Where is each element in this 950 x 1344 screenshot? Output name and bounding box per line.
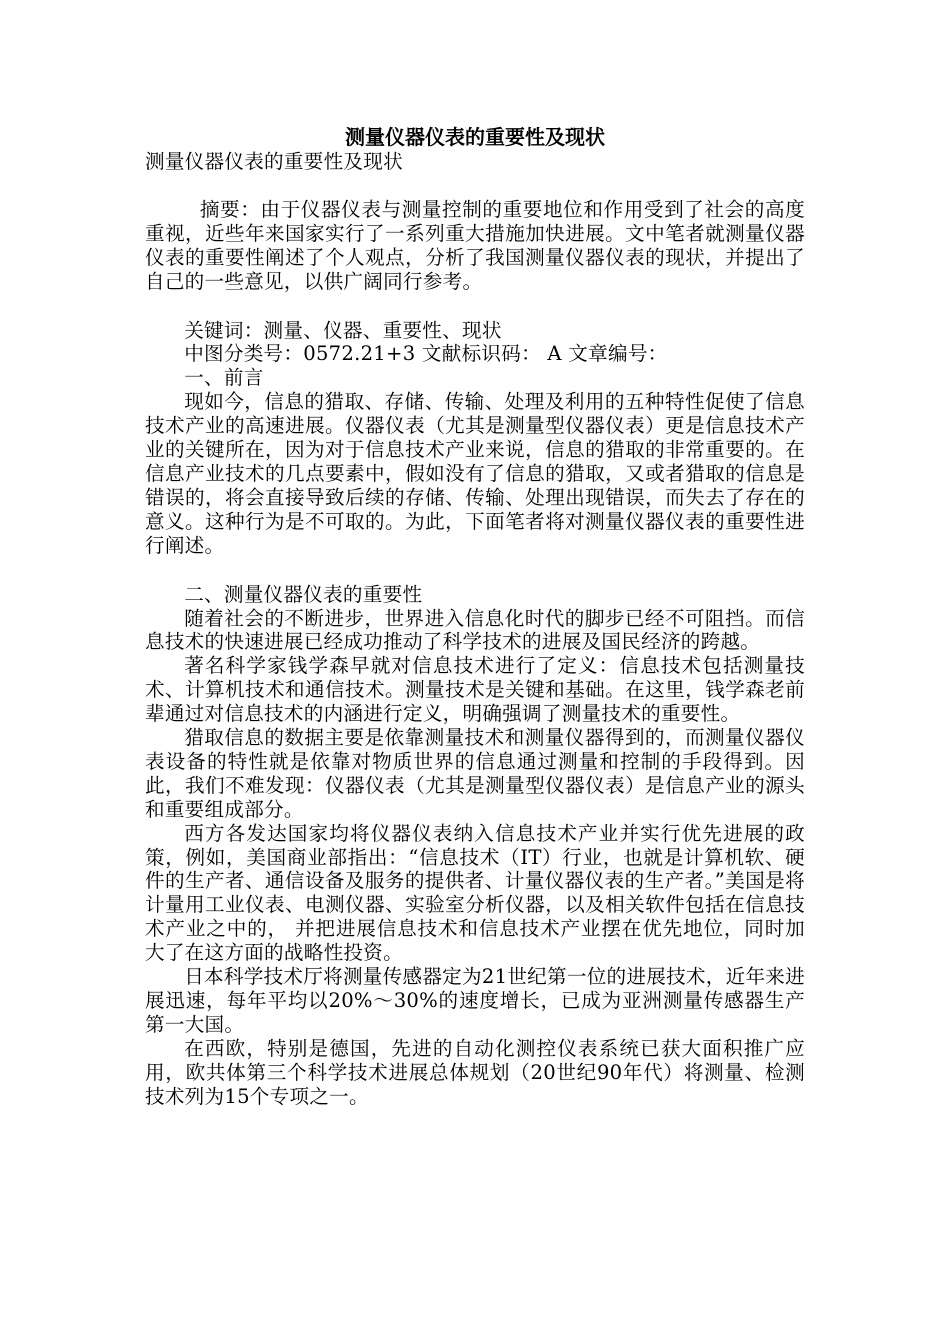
body-paragraph: 猎取信息的数据主要是依靠测量技术和测量仪器得到的，而测量仪器仪表设备的特性就是依靠对物质世界的信息通过测量和控制的手段得到。因此，我们不难发现：仪器仪表（尤其是测量型仪器仪表）是信息产业的源头和重要组成部分。 — [145, 726, 805, 821]
abstract-paragraph: 摘要：由于仪器仪表与测量控制的重要地位和作用受到了社会的高度重视，近些年来国家实行了一系列重大措施加快进展。文中笔者就测量仪器仪表的重要性阐述了个人观点，分析了我国测量仪器仪表的现状，并提出了自己的一些意见，以供广阔同行参考。 — [145, 197, 805, 293]
section-heading-intro: 一、前言 — [184, 366, 264, 390]
body-paragraph: 西方各发达国家均将仪器仪表纳入信息技术产业并实行优先进展的政策，例如，美国商业部指出：“信息技术（IT）行业，也就是计算机软、硬件的生产者、通信设备及服务的提供者、计量仪器仪表的生产者。”美国是将计量用工业仪表、电测仪器、实验室分析仪器，以及相关软件包括在信息技术产业之中的， 并把进展信息技术和信息技术产业摆在优先地位，同时加大了在这方面的战略性投资。 — [145, 821, 805, 965]
classification-line: 中图分类号：0572.21+3 文献标识码： A 文章编号： — [184, 342, 668, 366]
body-paragraph: 随着社会的不断进步，世界进入信息化时代的脚步已经不可阻挡。而信息技术的快速进展已经成功推动了科学技术的进展及国民经济的跨越。 — [145, 606, 805, 654]
document-body — [145, 150, 805, 1109]
document-subtitle: 测量仪器仪表的重要性及现状 — [145, 150, 403, 173]
body-paragraph: 日本科学技术厅将测量传感器定为21世纪第一位的进展技术，近年来进展迅速，每年平均以20%～30%的速度增长，已成为亚洲测量传感器生产第一大国。 — [145, 965, 805, 1036]
body-paragraph: 著名科学家钱学森早就对信息技术进行了定义：信息技术包括测量技术、计算机技术和通信技术。测量技术是关键和基础。在这里，钱学森老前辈通过对信息技术的内涵进行定义，明确强调了测量技术的重要性。 — [145, 654, 805, 726]
keywords-line: 关键词：测量、仪器、重要性、现状 — [184, 318, 502, 342]
body-paragraph: 在西欧，特别是德国，先进的自动化测控仪表系统已获大面积推广应用，欧共体第三个科学技术进展总体规划（20世纪90年代）将测量、检测技术列为15个专项之一。 — [145, 1036, 805, 1108]
document-title: 测量仪器仪表的重要性及现状 — [345, 125, 605, 149]
body-paragraph: 现如今，信息的猎取、存储、传输、处理及利用的五种特性促使了信息技术产业的高速进展。仪器仪表（尤其是测量型仪器仪表）更是信息技术产业的关键所在，因为对于信息技术产业来说，信息的猎取的非常重要的。在信息产业技术的几点要素中，假如没有了信息的猎取，又或者猎取的信息是错误的，将会直接导致后续的存储、传输、处理出现错误，而失去了存在的意义。这种行为是不可取的。为此，下面笔者将对测量仪器仪表的重要性进行阐述。 — [145, 390, 805, 557]
section-heading-importance: 二、测量仪器仪表的重要性 — [184, 582, 423, 606]
